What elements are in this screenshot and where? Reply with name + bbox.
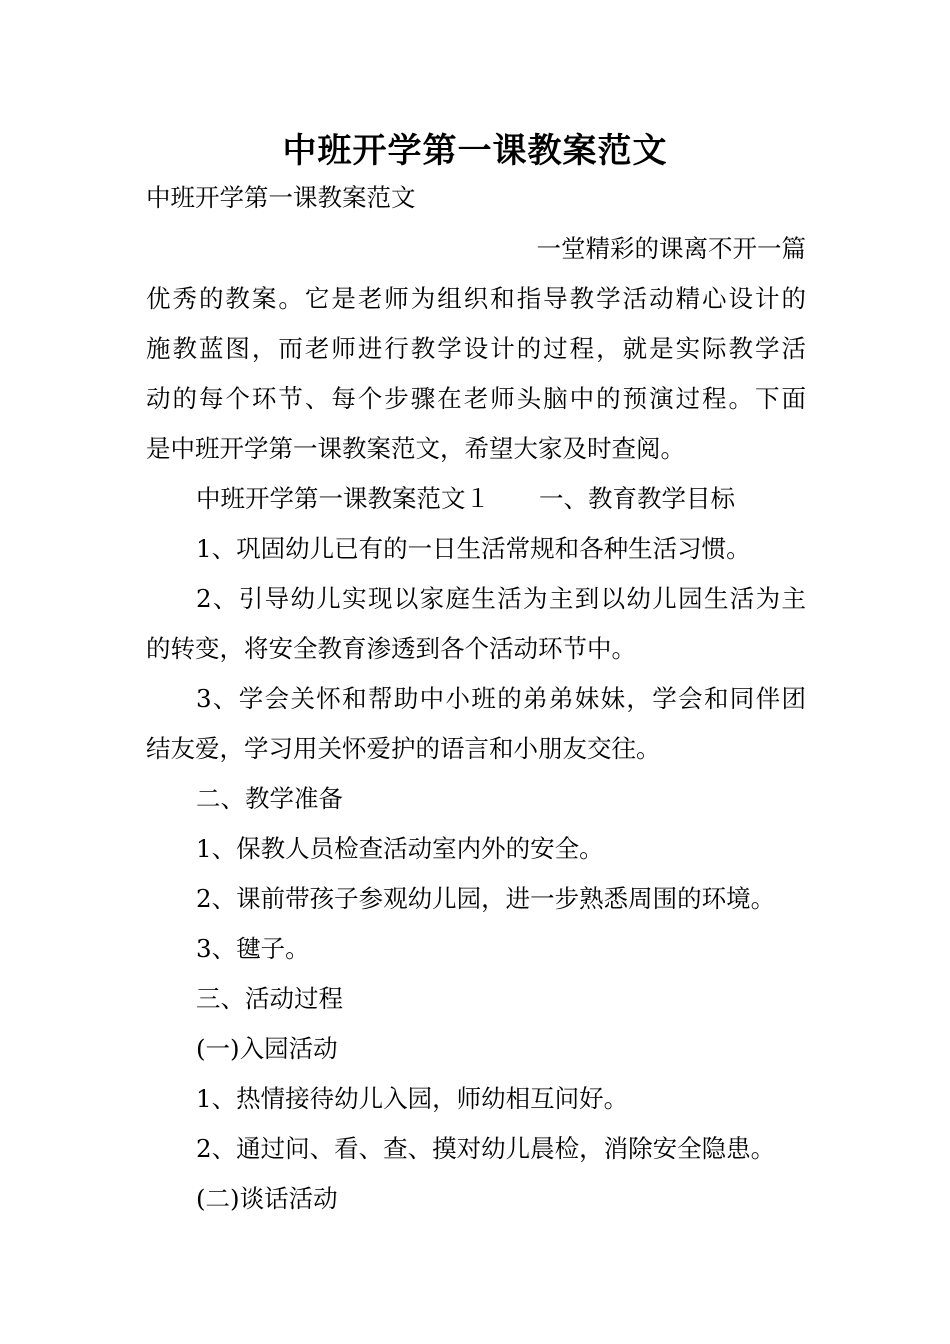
process-item-2: 2、通过问、看、查、摸对幼儿晨检，消除安全隐患。	[196, 1134, 776, 1163]
intro-line-3: 施教蓝图，而老师进行教学设计的过程，就是实际教学活	[146, 334, 806, 363]
preparation-item-2: 2、课前带孩子参观幼儿园，进一步熟悉周围的环境。	[196, 884, 776, 913]
process-subheading-2: (二)谈话活动	[196, 1184, 338, 1213]
process-subheading-1: (一)入园活动	[196, 1034, 338, 1063]
intro-line-5: 是中班开学第一课教案范文，希望大家及时查阅。	[146, 434, 685, 463]
document-subtitle: 中班开学第一课教案范文	[146, 183, 416, 212]
intro-line-2: 优秀的教案。它是老师为组织和指导教学活动精心设计的	[146, 284, 806, 313]
section-heading-preparation: 二、教学准备	[196, 784, 343, 813]
preparation-item-1: 1、保教人员检查活动室内外的安全。	[196, 834, 604, 863]
goal-item-1: 1、巩固幼儿已有的一日生活常规和各种生活习惯。	[196, 534, 751, 563]
process-item-1: 1、热情接待幼儿入园，师幼相互问好。	[196, 1084, 629, 1113]
document-title: 中班开学第一课教案范文	[282, 131, 668, 171]
goal-item-2-line-1: 2、引导幼儿实现以家庭生活为主到以幼儿园生活为主	[196, 584, 806, 613]
goal-item-3-line-2: 结友爱，学习用关怀爱护的语言和小朋友交往。	[146, 734, 661, 763]
goal-item-3-line-1: 3、学会关怀和帮助中小班的弟弟妹妹，学会和同伴团	[196, 684, 806, 713]
section-heading-goals: 中班开学第一课教案范文１ 一、教育教学目标	[196, 484, 735, 513]
intro-line-1: 一堂精彩的课离不开一篇	[536, 234, 806, 263]
intro-line-4: 动的每个环节、每个步骤在老师头脑中的预演过程。下面	[146, 384, 806, 413]
goal-item-2-line-2: 的转变，将安全教育渗透到各个活动环节中。	[146, 634, 636, 663]
section-heading-process: 三、活动过程	[196, 984, 343, 1013]
preparation-item-3: 3、毽子。	[196, 934, 310, 963]
